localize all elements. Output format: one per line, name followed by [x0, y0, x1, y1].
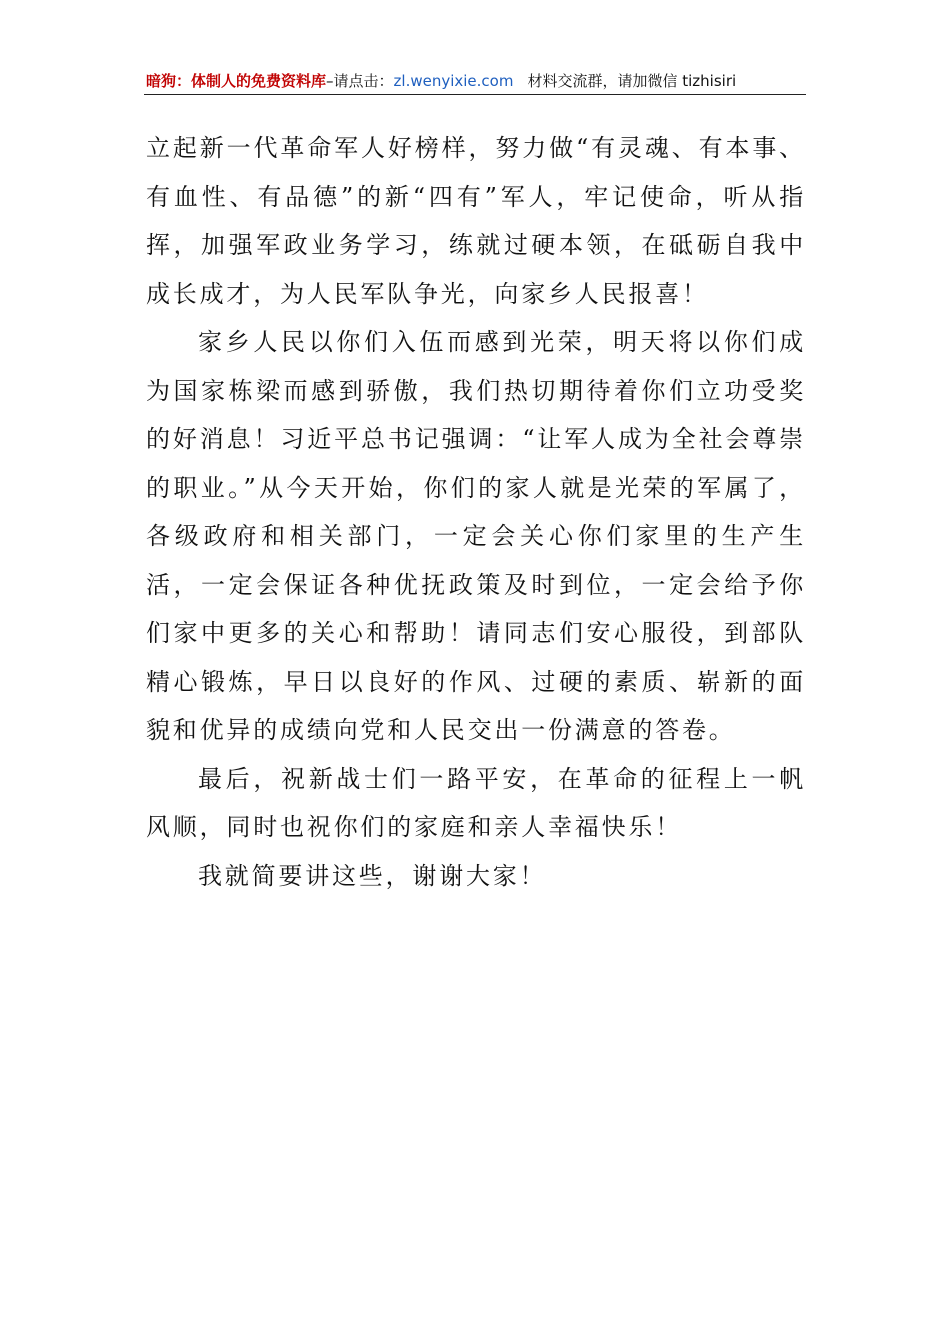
paragraph-thanks: 我就简要讲这些，谢谢大家！ [198, 861, 547, 890]
header-divider [144, 94, 806, 95]
header-click-prompt: –请点击： [326, 72, 394, 90]
paragraph-closing-wishes: 最后，祝新战士们一路平安，在革命的征程上一帆风顺，同时也祝你们的家庭和亲人幸福快乐！ [146, 764, 806, 841]
header-brand: 暗狗：体制人的免费资料库 [146, 72, 327, 90]
header-wechat-note: 材料交流群，请加微信 tizhisiri [527, 72, 737, 90]
paragraph-hometown-pride: 家乡人民以你们入伍而感到光荣，明天将以你们成为国家栋梁而感到骄傲，我们热切期待着你们立功受奖的好消息！习近平总书记强调：“让军人成为全社会尊崇的职业。”从今天开始，你们的家人就是光荣的军属了，各级政府和相关部门，一定会关心你们家里的生产生活，一定会保证各种优抚政策及时到位，一定会给予你们家中更多的关心和帮助！请同志们安心服役，到部队精心锻炼，早日以良好的作风、过硬的素质、崭新的面貌和优异的成绩向党和人民交出一份满意的答卷。 [146, 328, 806, 744]
paragraph-continuation: 立起新一代革命军人好榜样，努力做“有灵魂、有本事、有血性、有品德”的新“四有”军人，牢记使命，听从指挥，加强军政业务学习，练就过硬本领，在砥砺自我中成长成才，为人民军队争光，向家乡人民报喜！ [146, 134, 806, 308]
page-header [146, 70, 806, 94]
document-body [146, 124, 806, 900]
header-url-link[interactable]: zl.wenyixie.com [393, 72, 514, 90]
